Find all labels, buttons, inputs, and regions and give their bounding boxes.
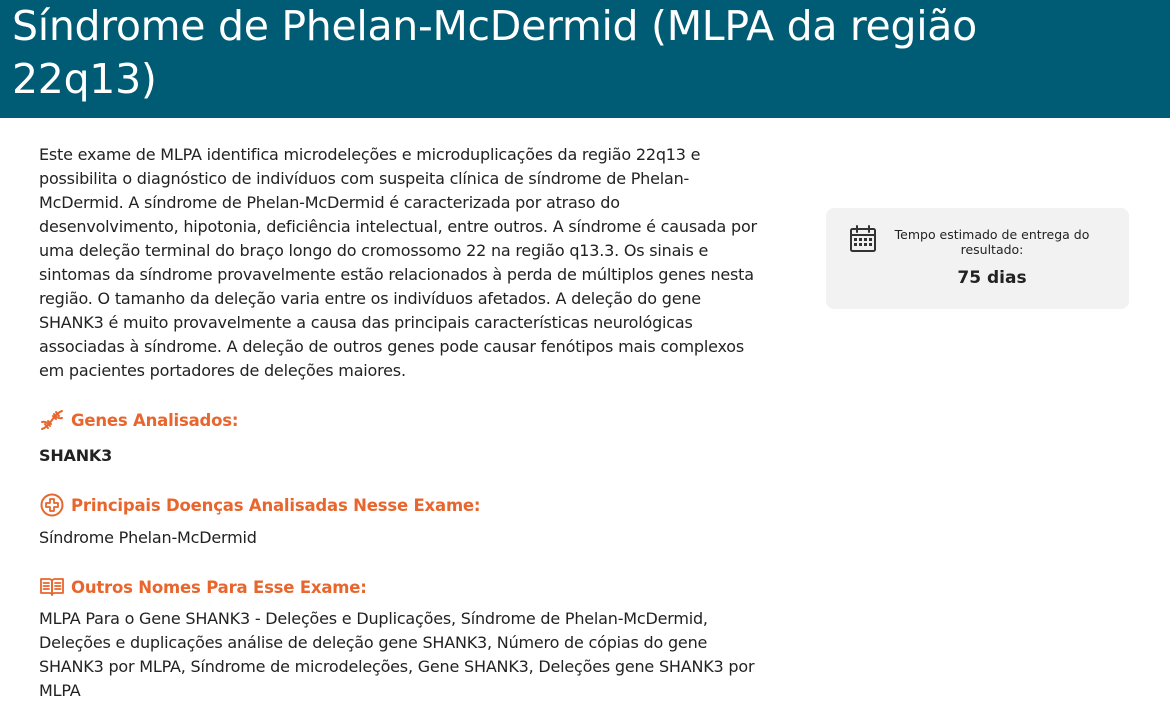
other-names-value: MLPA Para o Gene SHANK3 - Deleções e Duplicações, Síndrome de Phelan-McDermid, Deleções e duplicações análise de deleção gene SHANK3, Número de cópias do gene SHANK3 por MLPA, Síndrome de microdeleções, Gene SHANK3, Deleções gene SHANK3 por MLPA bbox=[39, 609, 755, 700]
delivery-time-value: 75 dias bbox=[957, 268, 1027, 288]
exam-description: Este exame de MLPA identifica microdeleções e microduplicações da região 22q13 e possibilita o diagnóstico de indivíduos com suspeita clínica de síndrome de Phelan-McDermid. A síndrome de Phelan-McDermid é caracterizada por atraso do desenvolvimento, hipotonia, deficiência intelectual, entre outros. A síndrome é causada por uma deleção terminal do braço longo do cromossomo 22 na região q13.3. Os sinais e sintomas da síndrome provavelmente estão relacionados à perda de múltiplos genes nesta região. O tamanho da deleção varia entre os indivíduos afetados. A deleção do gene SHANK3 é muito provavelmente a causa das principais características neurológicas associadas à síndrome. A deleção de outros genes pode causar fenótipos mais complexos em pacientes portadores de deleções maiores. bbox=[39, 145, 757, 380]
genes-value: SHANK3 bbox=[39, 446, 113, 465]
other-names-section-label: Outros Nomes Para Esse Exame: bbox=[71, 577, 367, 597]
other-names-section-title bbox=[39, 574, 367, 600]
genes-section-title bbox=[39, 407, 238, 433]
page-header bbox=[0, 0, 1170, 118]
diseases-value: Síndrome Phelan-McDermid bbox=[39, 528, 257, 547]
diseases-section-label: Principais Doenças Analisadas Nesse Exame: bbox=[71, 495, 481, 515]
book-icon bbox=[39, 574, 65, 600]
dna-icon bbox=[39, 407, 65, 433]
calendar-icon bbox=[848, 224, 878, 254]
page-title: Síndrome de Phelan-McDermid (MLPA da região 22q13) bbox=[12, 2, 977, 103]
medical-cross-icon bbox=[39, 492, 65, 518]
delivery-time-card bbox=[826, 208, 1129, 309]
delivery-time-label: Tempo estimado de entrega do resultado: bbox=[894, 227, 1090, 257]
diseases-section-title bbox=[39, 492, 480, 518]
genes-section-label: Genes Analisados: bbox=[71, 410, 239, 430]
